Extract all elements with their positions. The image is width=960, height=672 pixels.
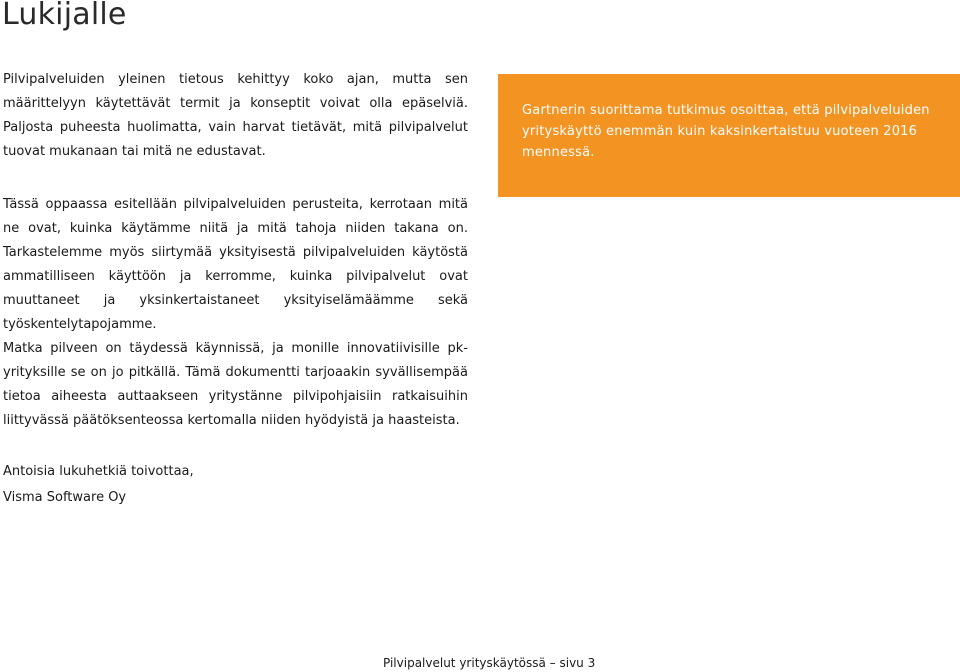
page-title: Lukijalle xyxy=(2,0,127,32)
intro-paragraph: Pilvipalveluiden yleinen tietous kehittyy koko ajan, mutta sen määrittelyyn käytettävät termit ja konseptit voivat olla epäselviä. Paljosta puheesta huolimatta, vain harvat tietävät, mitä pilvipalvelut tuovat mukanaan tai mitä ne edustavat. xyxy=(3,72,468,159)
greeting-line: Antoisia lukuhetkiä toivottaa, xyxy=(3,464,194,479)
guide-description-paragraph: Tässä oppaassa esitellään pilvipalveluiden perusteita, kerrotaan mitä ne ovat, kuinka käytämme niitä ja mitä tahoja niiden takana on. Tarkastelemme myös siirtymää yksityisestä pilvipalveluiden käytöstä ammatilliseen käyttöön ja kerromme, kuinka pilvipalvelut ovat muuttaneet ja yksinkertaistaneet yksityiselämäämme sekä työskentelytapojamme. xyxy=(3,197,468,332)
cloud-journey-paragraph: Matka pilveen on täydessä käynnissä, ja monille innovatiivisille pk-yrityksille se on jo pitkällä. Tämä dokumentti tarjoaakin syvällisempää tietoa aiheesta auttaakseen yritystänne pilvipohjaisiin ratkaisuihin liittyvässä päätöksenteossa kertomalla niiden hyödyistä ja haasteista. xyxy=(3,341,468,428)
callout-box xyxy=(498,74,960,197)
signature-line: Visma Software Oy xyxy=(3,490,127,505)
callout-text: Gartnerin suorittama tutkimus osoittaa, että pilvipalveluiden yrityskäyttö enemmän kuin kaksinkertaistuu vuoteen 2016 mennessä. xyxy=(522,103,930,160)
page-footer: Pilvipalvelut yrityskäytössä – sivu 3 xyxy=(383,656,596,670)
signature-block xyxy=(3,459,194,511)
